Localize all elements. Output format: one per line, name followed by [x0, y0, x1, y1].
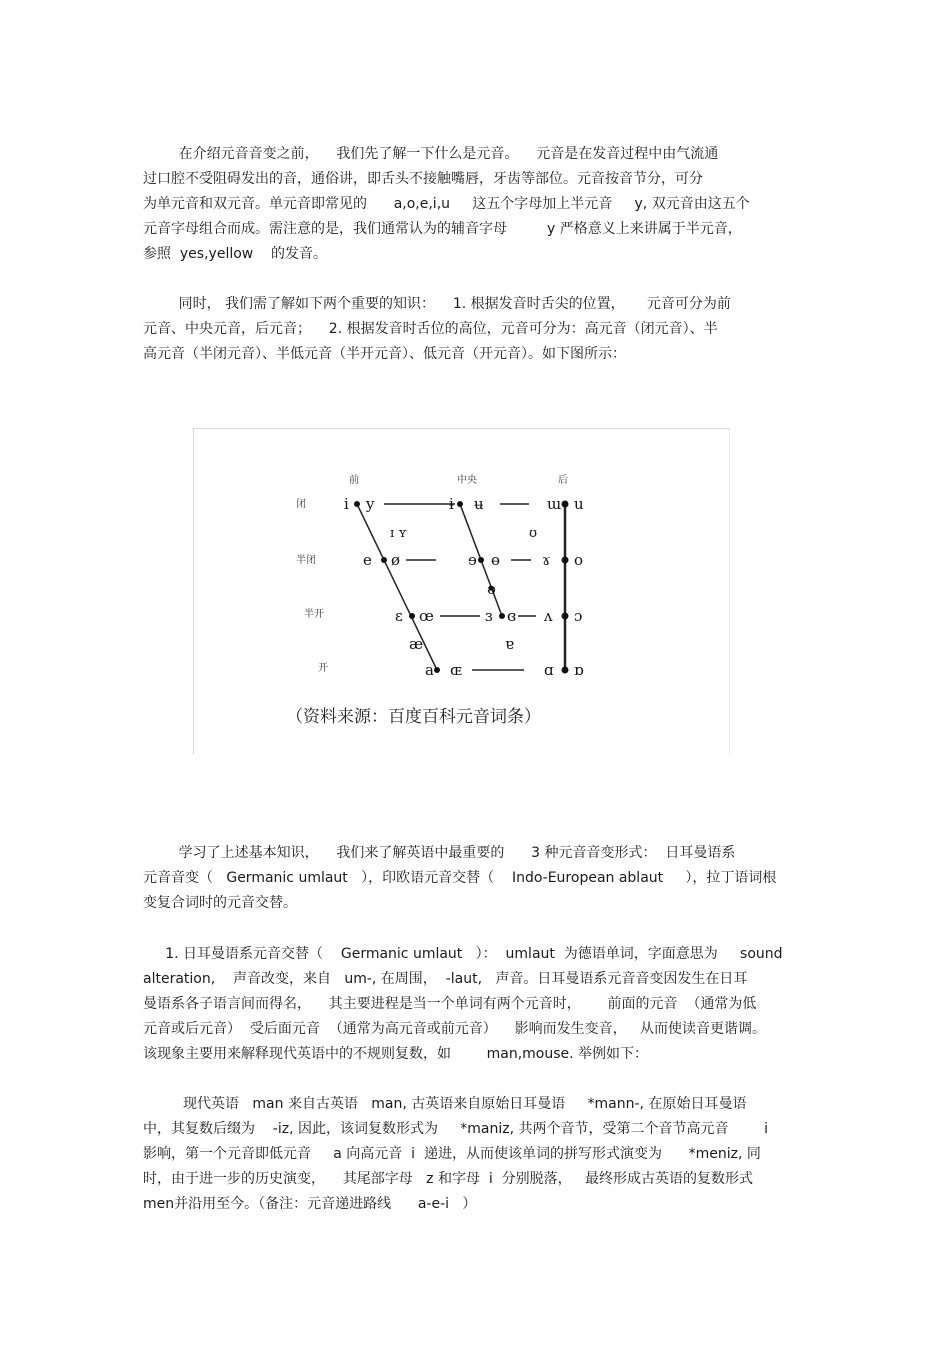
text-line: men并沿用至今。（备注：元音递进路线 a-e-i ） [143, 1196, 477, 1212]
vowel-dot [562, 613, 569, 620]
vowel-closed-reversed-epsilon: ɞ [507, 607, 517, 625]
vowel-dot [354, 501, 360, 507]
vowel-reversed-epsilon: ɜ [485, 607, 493, 625]
text-line: 变复合词时的元音交替。 [143, 895, 297, 911]
row-label-open-mid: 半开 [304, 609, 324, 620]
vowel-turned-v: ʌ [544, 607, 553, 625]
text-line: 中，其复数后缀为 -iz, 因此，该词复数形式为 *maniz, 共两个音节，受第二个音节高元音 i [143, 1121, 768, 1137]
vowel-near-close-back: ʊ [529, 526, 538, 541]
text-line: 时，由于进一步的历史演变， 其尾部字母 z 和字母 i 分别脱落， 最终形成古英语的复数形式 [143, 1171, 753, 1187]
vowel-chart [194, 429, 731, 755]
text-line: 元音字母组合而成。需注意的是，我们通常认为的辅音字母 y 严格意义上来讲属于半元音， [143, 221, 742, 237]
vowel-epsilon: ɛ [395, 607, 403, 625]
vowel-barred-u: ʉ [474, 495, 484, 513]
text-line: 1. 日耳曼语系元音交替（ Germanic umlaut ）： umlaut 为德语单词，字面意思为 sound [143, 946, 783, 962]
figure-caption: （资料来源：百度百科元音词条） [286, 707, 541, 727]
vowel-dot [381, 557, 387, 563]
vowel-dot [478, 557, 484, 563]
row-label-close: 闭 [296, 499, 306, 510]
vowel-barred-i: ɨ [449, 495, 454, 513]
text-line: 在介绍元音音变之前， 我们先了解一下什么是元音。 元音是在发音过程中由气流通 [143, 146, 719, 162]
text-line: 高元音（半闭元音）、半低元音（半开元音）、低元音（开元音）。如下图所示： [143, 346, 626, 362]
vowel-i: i [344, 495, 349, 513]
vowel-dot [562, 667, 569, 674]
vowel-script-a: ɑ [544, 661, 554, 679]
vowel-u: u [574, 495, 584, 513]
vowel-y: y [366, 495, 375, 513]
vowel-dot [562, 501, 569, 508]
vowel-dot [434, 667, 440, 673]
vowel-o-slash: ø [391, 551, 401, 569]
text-line: 参照 yes,yellow 的发音。 [143, 246, 328, 262]
vowel-barred-o: ɵ [491, 551, 501, 569]
text-line: 现代英语 man 来自古英语 man, 古英语来自原始日耳曼语 *mann-, 在原始日耳曼语 [143, 1096, 747, 1112]
vowel-unrounded-u: ɯ [547, 495, 562, 513]
col-label-front: 前 [349, 475, 359, 486]
text-line: 元音、中央元音，后元音； 2. 根据发音时舌位的高位，元音可分为：高元音（闭元音）、半 [143, 321, 718, 337]
vowel-turned-a: ɐ [505, 635, 514, 653]
row-label-open: 开 [318, 663, 328, 674]
vowel-turned-script-a: ɒ [574, 661, 584, 679]
text-line: 为单元音和双元音。单元音即常见的 a,o,e,i,u 这五个字母加上半元音 y, 双元音由这五个 [143, 196, 750, 212]
text-line: 曼语系各子语言间而得名， 其主要进程是当一个单词有两个元音时， 前面的元音 （通常为低 [143, 996, 757, 1012]
vowel-o: o [574, 551, 584, 569]
vowel-a: a [425, 661, 434, 679]
text-line: 该现象主要用来解释现代英语中的不规则复数，如 man,mouse. 举例如下： [143, 1046, 649, 1062]
vowel-ram-horns: ɤ [542, 551, 551, 569]
vowel-dot [499, 613, 505, 619]
vowel-schwa: ə [487, 580, 496, 598]
text-line: 影响，第一个元音即低元音 a 向高元音 i 递进，从而使该单词的拼写形式演变为 *meniz, 同 [143, 1146, 761, 1162]
text-line: 学习了上述基本知识， 我们来了解英语中最重要的 3 种元音音变形式： 日耳曼语系 [143, 845, 736, 861]
vowel-chart-figure [193, 428, 730, 754]
text-line: alteration, 声音改变，来自 um-, 在周围， -laut, 声音。日耳曼语系元音音变因发生在日耳 [143, 971, 748, 987]
vowel-dot [457, 501, 463, 507]
vowel-open-o: ɔ [574, 607, 583, 625]
text-line: 过口腔不受阻碍发出的音，通俗讲，即舌头不接触嘴唇，牙齿等部位。元音按音节分，可分 [143, 171, 703, 187]
row-label-close-mid: 半闭 [296, 555, 316, 566]
text-line: 元音或后元音） 受后面元音 （通常为高元音或前元音） 影响而发生变音， 从而使读音更谐调。 [143, 1021, 766, 1037]
vowel-oe: œ [419, 607, 434, 625]
vowel-dot [562, 557, 569, 564]
vowel-near-close-front: ɪ ʏ [390, 526, 407, 541]
vowel-reversed-e: ɘ [468, 551, 477, 569]
text-line: 元音音变（ Germanic umlaut ），印欧语元音交替（ Indo-European ablaut ），拉丁语词根 [143, 870, 777, 886]
vowel-ae: æ [409, 635, 424, 653]
col-label-central: 中央 [457, 475, 477, 486]
vowel-e: e [363, 551, 372, 569]
col-label-back: 后 [558, 475, 568, 486]
text-line: 同时， 我们需了解如下两个重要的知识： 1. 根据发音时舌尖的位置， 元音可分为前 [143, 296, 731, 312]
vowel-small-oe: ɶ [450, 661, 462, 679]
vowel-dot [409, 613, 415, 619]
